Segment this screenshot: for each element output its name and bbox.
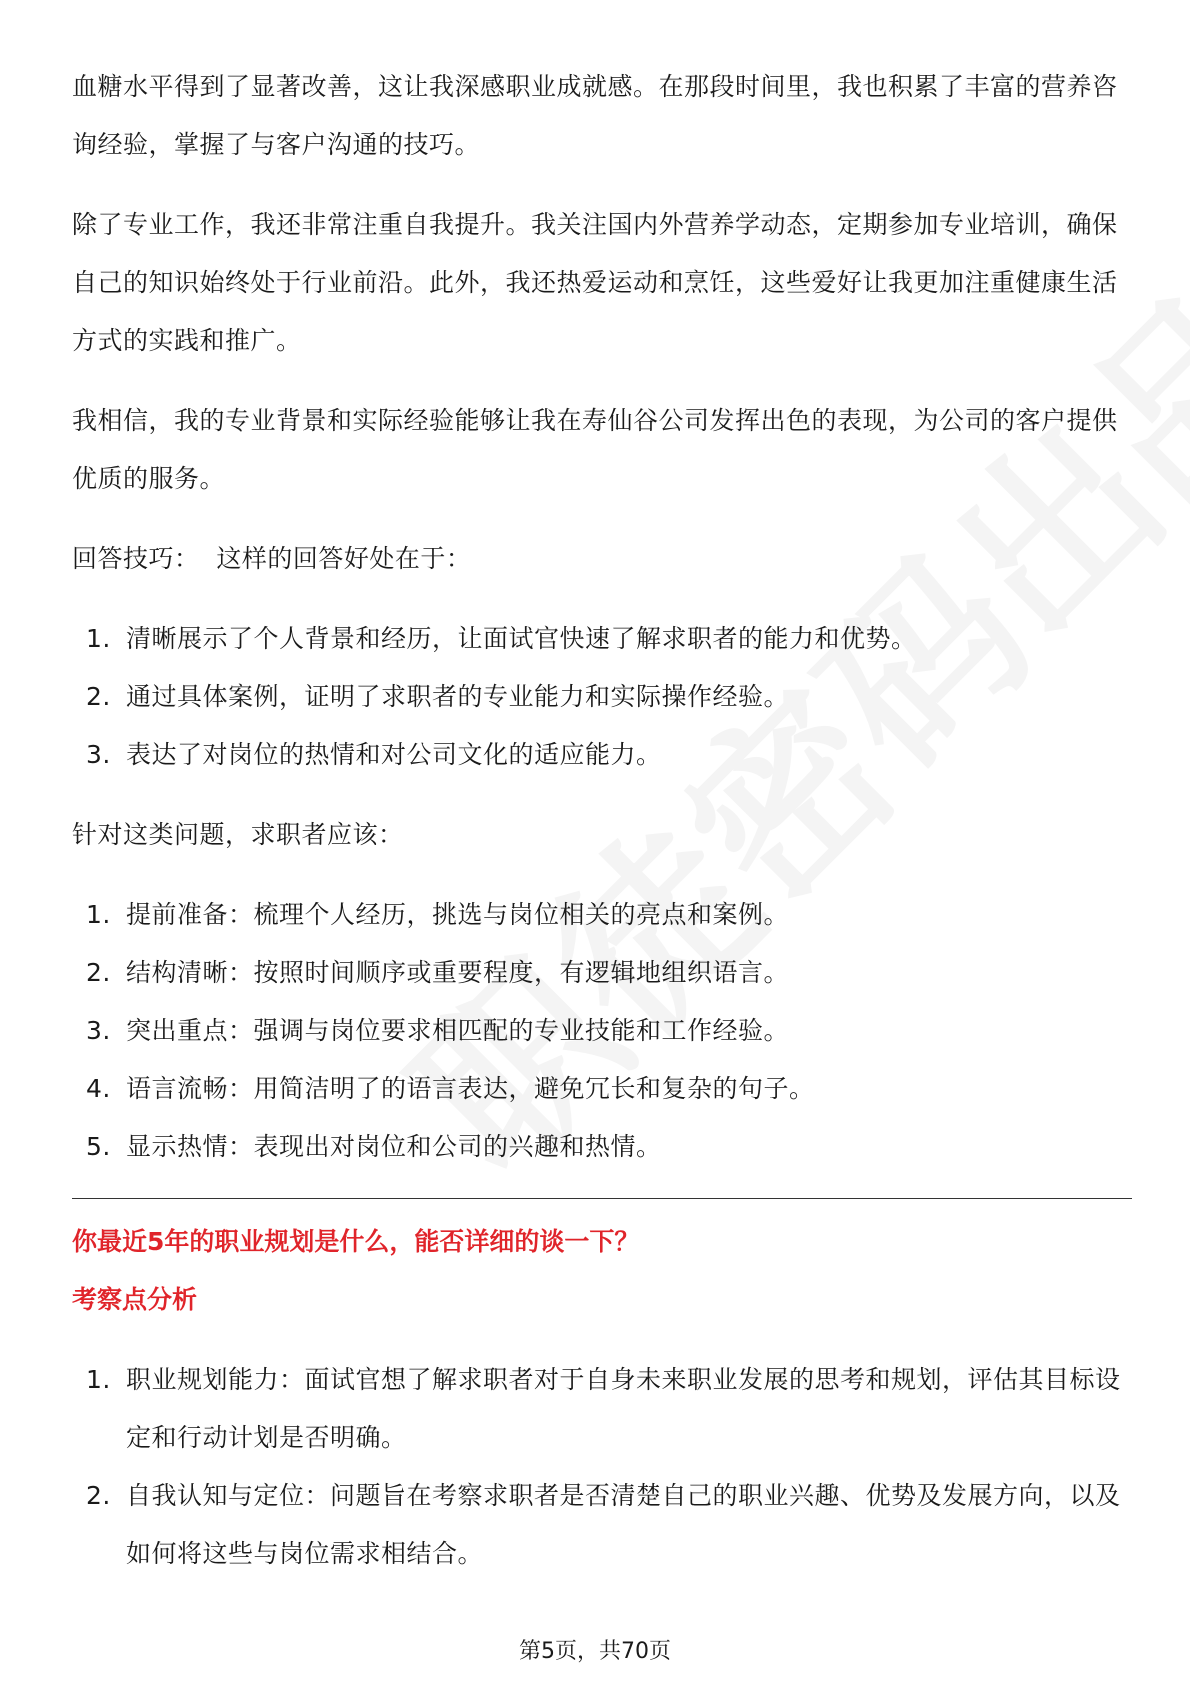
list-item bbox=[72, 726, 1132, 784]
analysis-heading: 考察点分析 bbox=[72, 1285, 198, 1314]
list-number: 5. bbox=[86, 1132, 111, 1161]
list-item bbox=[72, 1118, 1132, 1176]
list-number: 2. bbox=[86, 1481, 111, 1510]
list-text: 结构清晰：按照时间顺序或重要程度，有逻辑地组织语言。 bbox=[126, 958, 790, 987]
list-text: 自我认知与定位：问题旨在考察求职者是否清楚自己的职业兴趣、优势及发展方向，以及如何将这些与岗位需求相结合。 bbox=[126, 1481, 1121, 1568]
list-item bbox=[72, 886, 1132, 944]
paragraph-3: 我相信，我的专业背景和实际经验能够让我在寿仙谷公司发挥出色的表现，为公司的客户提供优质的服务。 bbox=[72, 406, 1118, 493]
question-title: 你最近5年的职业规划是什么，能否详细的谈一下？ bbox=[72, 1227, 640, 1256]
should-intro: 针对这类问题，求职者应该： bbox=[72, 820, 404, 849]
list-item bbox=[72, 1351, 1132, 1467]
tips-list bbox=[72, 610, 1132, 784]
list-number: 4. bbox=[86, 1074, 111, 1103]
list-item bbox=[72, 1002, 1132, 1060]
list-text: 通过具体案例，证明了求职者的专业能力和实际操作经验。 bbox=[126, 682, 790, 711]
list-number: 3. bbox=[86, 1016, 111, 1045]
list-item bbox=[72, 944, 1132, 1002]
list-number: 1. bbox=[86, 624, 111, 653]
page-content bbox=[72, 58, 1132, 1605]
list-item bbox=[72, 610, 1132, 668]
list-text: 清晰展示了个人背景和经历，让面试官快速了解求职者的能力和优势。 bbox=[126, 624, 917, 653]
list-number: 2. bbox=[86, 958, 111, 987]
paragraph-1: 血糖水平得到了显著改善，这让我深感职业成就感。在那段时间里，我也积累了丰富的营养咨询经验，掌握了与客户沟通的技巧。 bbox=[72, 72, 1118, 159]
list-text: 表达了对岗位的热情和对公司文化的适应能力。 bbox=[126, 740, 662, 769]
paragraph-2: 除了专业工作，我还非常注重自我提升。我关注国内外营养学动态，定期参加专业培训，确保自己的知识始终处于行业前沿。此外，我还热爱运动和烹饪，这些爱好让我更加注重健康生活方式的实践和推广。 bbox=[72, 210, 1118, 355]
page-number: 第5页，共70页 bbox=[519, 1639, 671, 1664]
should-list bbox=[72, 886, 1132, 1176]
list-number: 1. bbox=[86, 900, 111, 929]
section-divider bbox=[72, 1198, 1132, 1199]
list-number: 3. bbox=[86, 740, 111, 769]
list-item bbox=[72, 1060, 1132, 1118]
analysis-list bbox=[72, 1351, 1132, 1583]
list-text: 突出重点：强调与岗位要求相匹配的专业技能和工作经验。 bbox=[126, 1016, 790, 1045]
list-text: 提前准备：梳理个人经历，挑选与岗位相关的亮点和案例。 bbox=[126, 900, 790, 929]
list-text: 语言流畅：用简洁明了的语言表达，避免冗长和复杂的句子。 bbox=[126, 1074, 815, 1103]
tips-intro: 回答技巧： 这样的回答好处在于： bbox=[72, 544, 472, 573]
list-item bbox=[72, 1467, 1132, 1583]
list-number: 2. bbox=[86, 682, 111, 711]
list-text: 职业规划能力：面试官想了解求职者对于自身未来职业发展的思考和规划，评估其目标设定和行动计划是否明确。 bbox=[126, 1365, 1121, 1452]
list-number: 1. bbox=[86, 1365, 111, 1394]
list-text: 显示热情：表现出对岗位和公司的兴趣和热情。 bbox=[126, 1132, 662, 1161]
list-item bbox=[72, 668, 1132, 726]
